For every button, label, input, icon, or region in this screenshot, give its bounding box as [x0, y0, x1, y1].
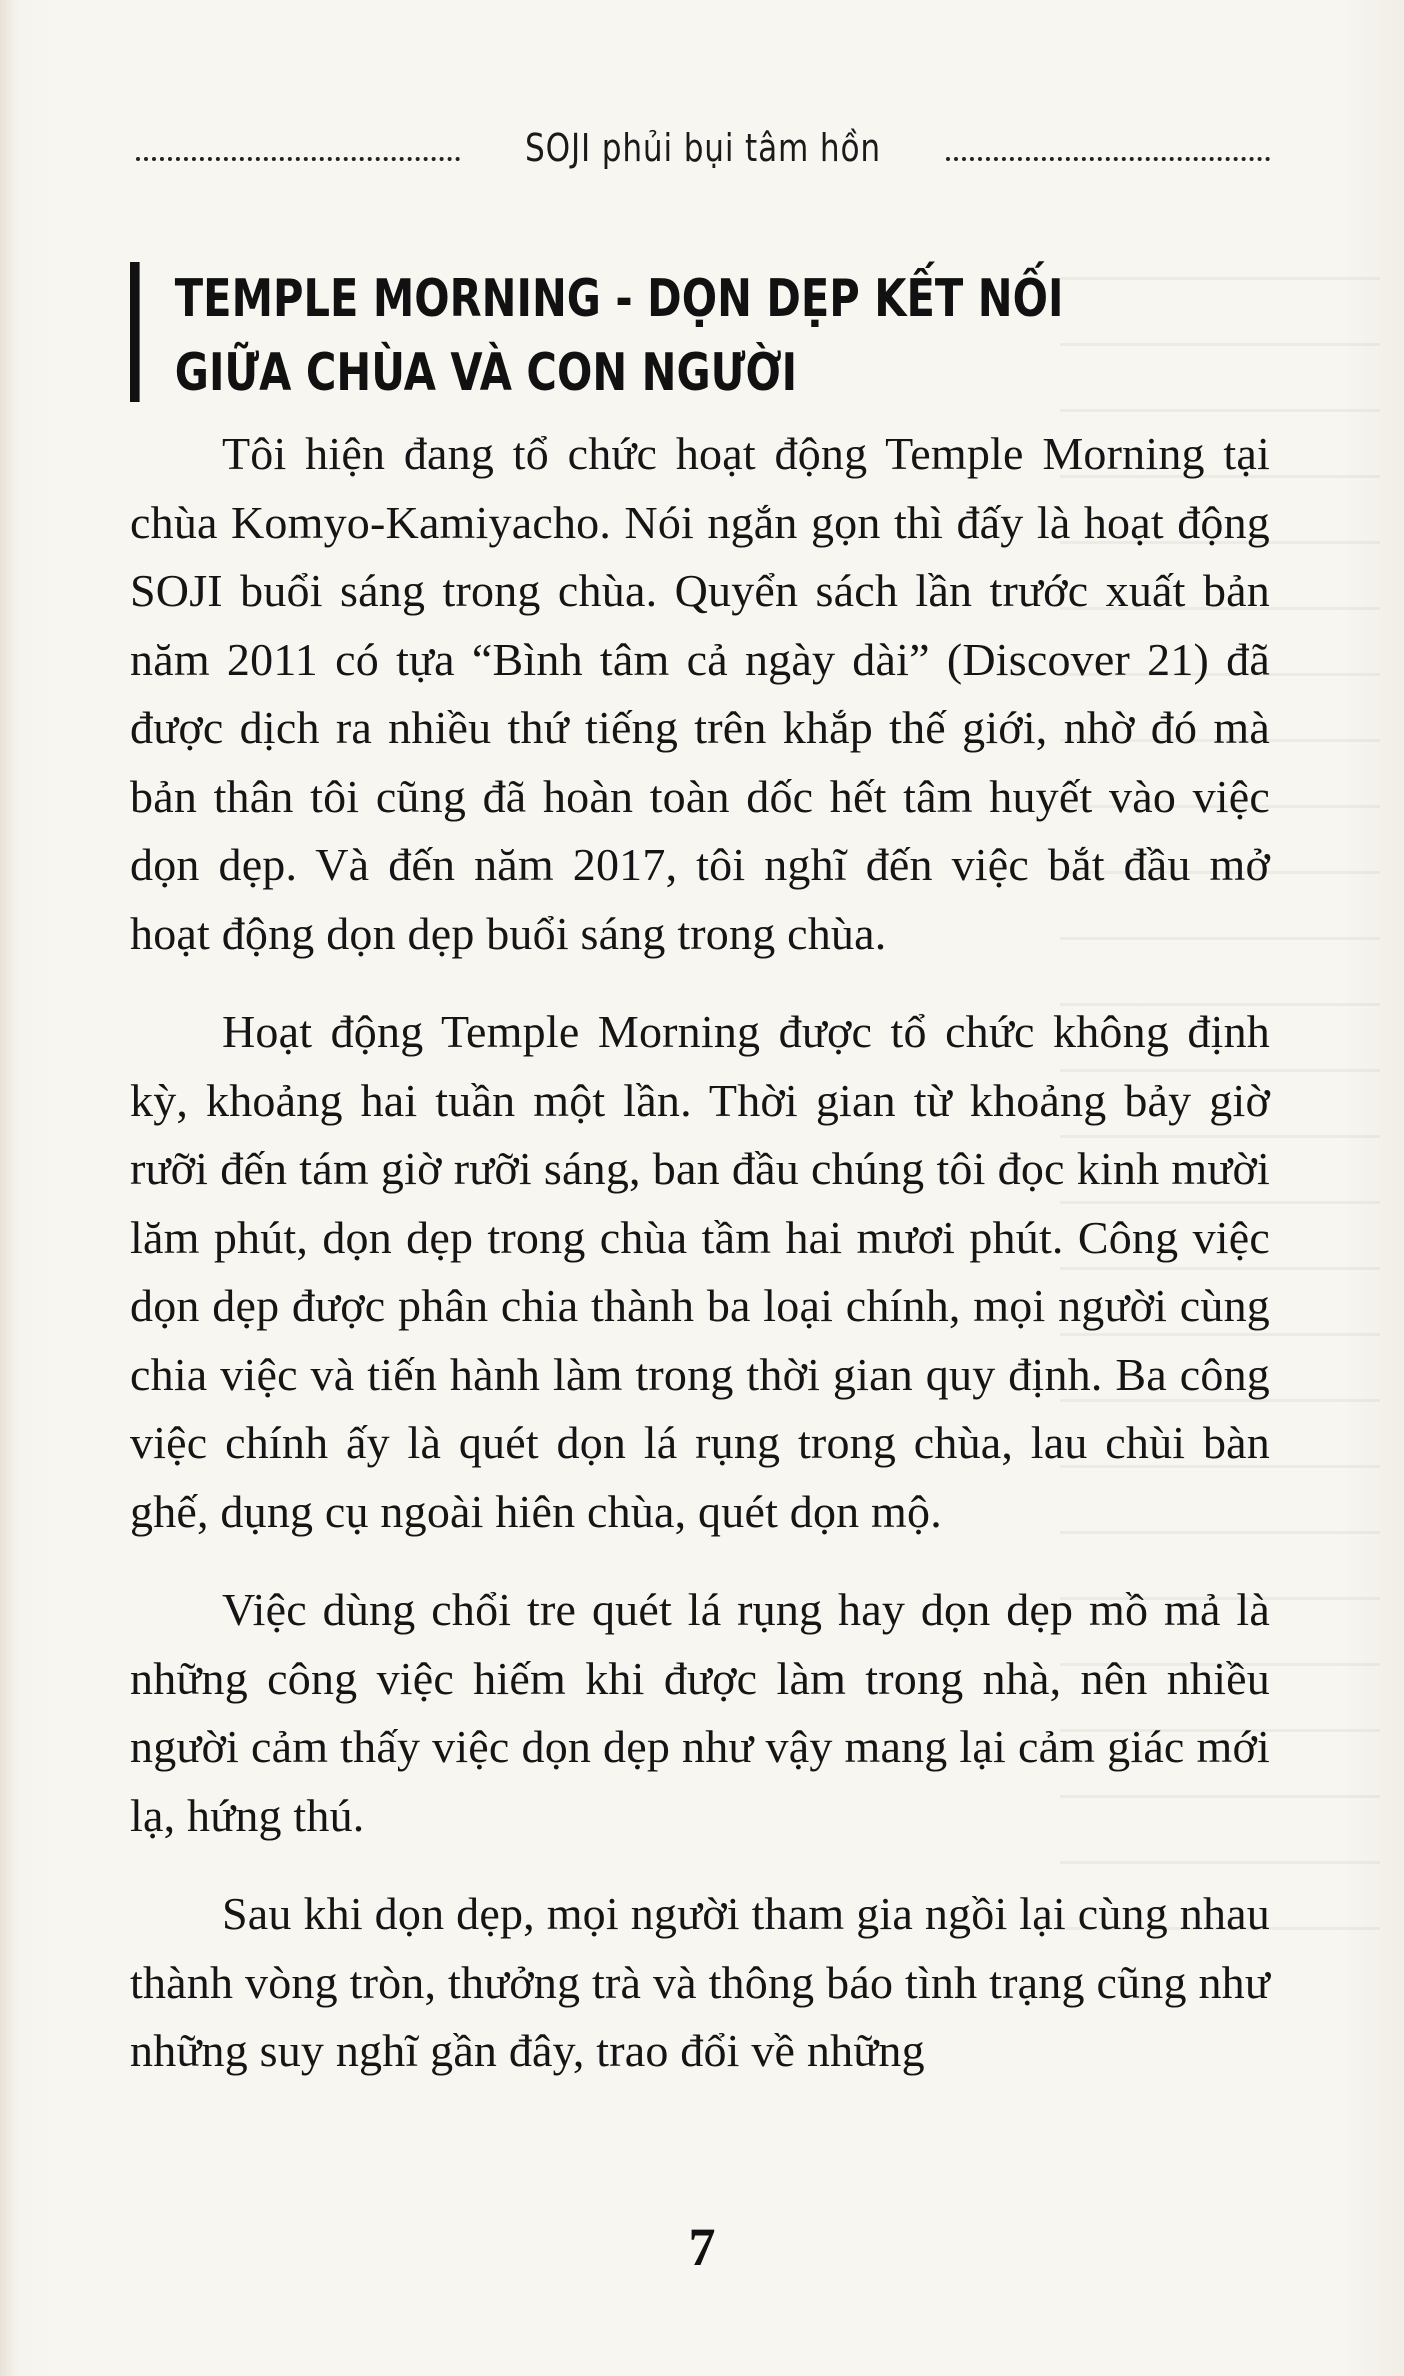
header-dotted-rule-right [946, 157, 1270, 161]
page-number: 7 [688, 2217, 716, 2277]
section-heading: TEMPLE MORNING - DỌN DẸP KẾT NỐI GIỮA CHÙA VÀ CON NGƯỜI [130, 262, 1095, 402]
running-header [136, 118, 1270, 178]
paragraph: Hoạt động Temple Morning được tổ chức không định kỳ, khoảng hai tuần một lần. Thời gian từ khoảng bảy giờ rưỡi đến tám giờ rưỡi sáng, ban đầu chúng tôi đọc kinh mười lăm phút, dọn dẹp trong chùa tầm hai mươi phút. Công việc dọn dẹp được phân chia thành ba loại chính, mọi người cùng chia việc và tiến hành làm trong thời gian quy định. Ba công việc chính ấy là quét dọn lá rụng trong chùa, lau chùi bàn ghế, dụng cụ ngoài hiên chùa, quét dọn mộ. [130, 1006, 1270, 1537]
paragraph: Sau khi dọn dẹp, mọi người tham gia ngồi lại cùng nhau thành vòng tròn, thưởng trà và thông báo tình trạng cũng như những suy nghĩ gần đây, trao đổi về những [130, 1888, 1270, 2076]
paragraph: Tôi hiện đang tổ chức hoạt động Temple Morning tại chùa Komyo-Kamiyacho. Nói ngắn gọn thì đấy là hoạt động SOJI buổi sáng trong chùa. Quyển sách lần trước xuất bản năm 2011 có tựa “Bình tâm cả ngày dài” (Discover 21) đã được dịch ra nhiều thứ tiếng trên khắp thế giới, nhờ đó mà bản thân tôi cũng đã hoàn toàn dốc hết tâm huyết vào việc dọn dẹp. Và đến năm 2017, tôi nghĩ đến việc bắt đầu mở hoạt động dọn dẹp buổi sáng trong chùa. [130, 428, 1270, 959]
header-dotted-rule-left [136, 157, 460, 161]
paragraph: Việc dùng chổi tre quét lá rụng hay dọn dẹp mồ mả là những công việc hiếm khi được làm trong nhà, nên nhiều người cảm thấy việc dọn dẹp như vậy mang lại cảm giác mới lạ, hứng thú. [130, 1584, 1270, 1841]
running-title: SOJI phủi bụi tâm hồn [525, 126, 881, 170]
body-text [130, 420, 1270, 2116]
